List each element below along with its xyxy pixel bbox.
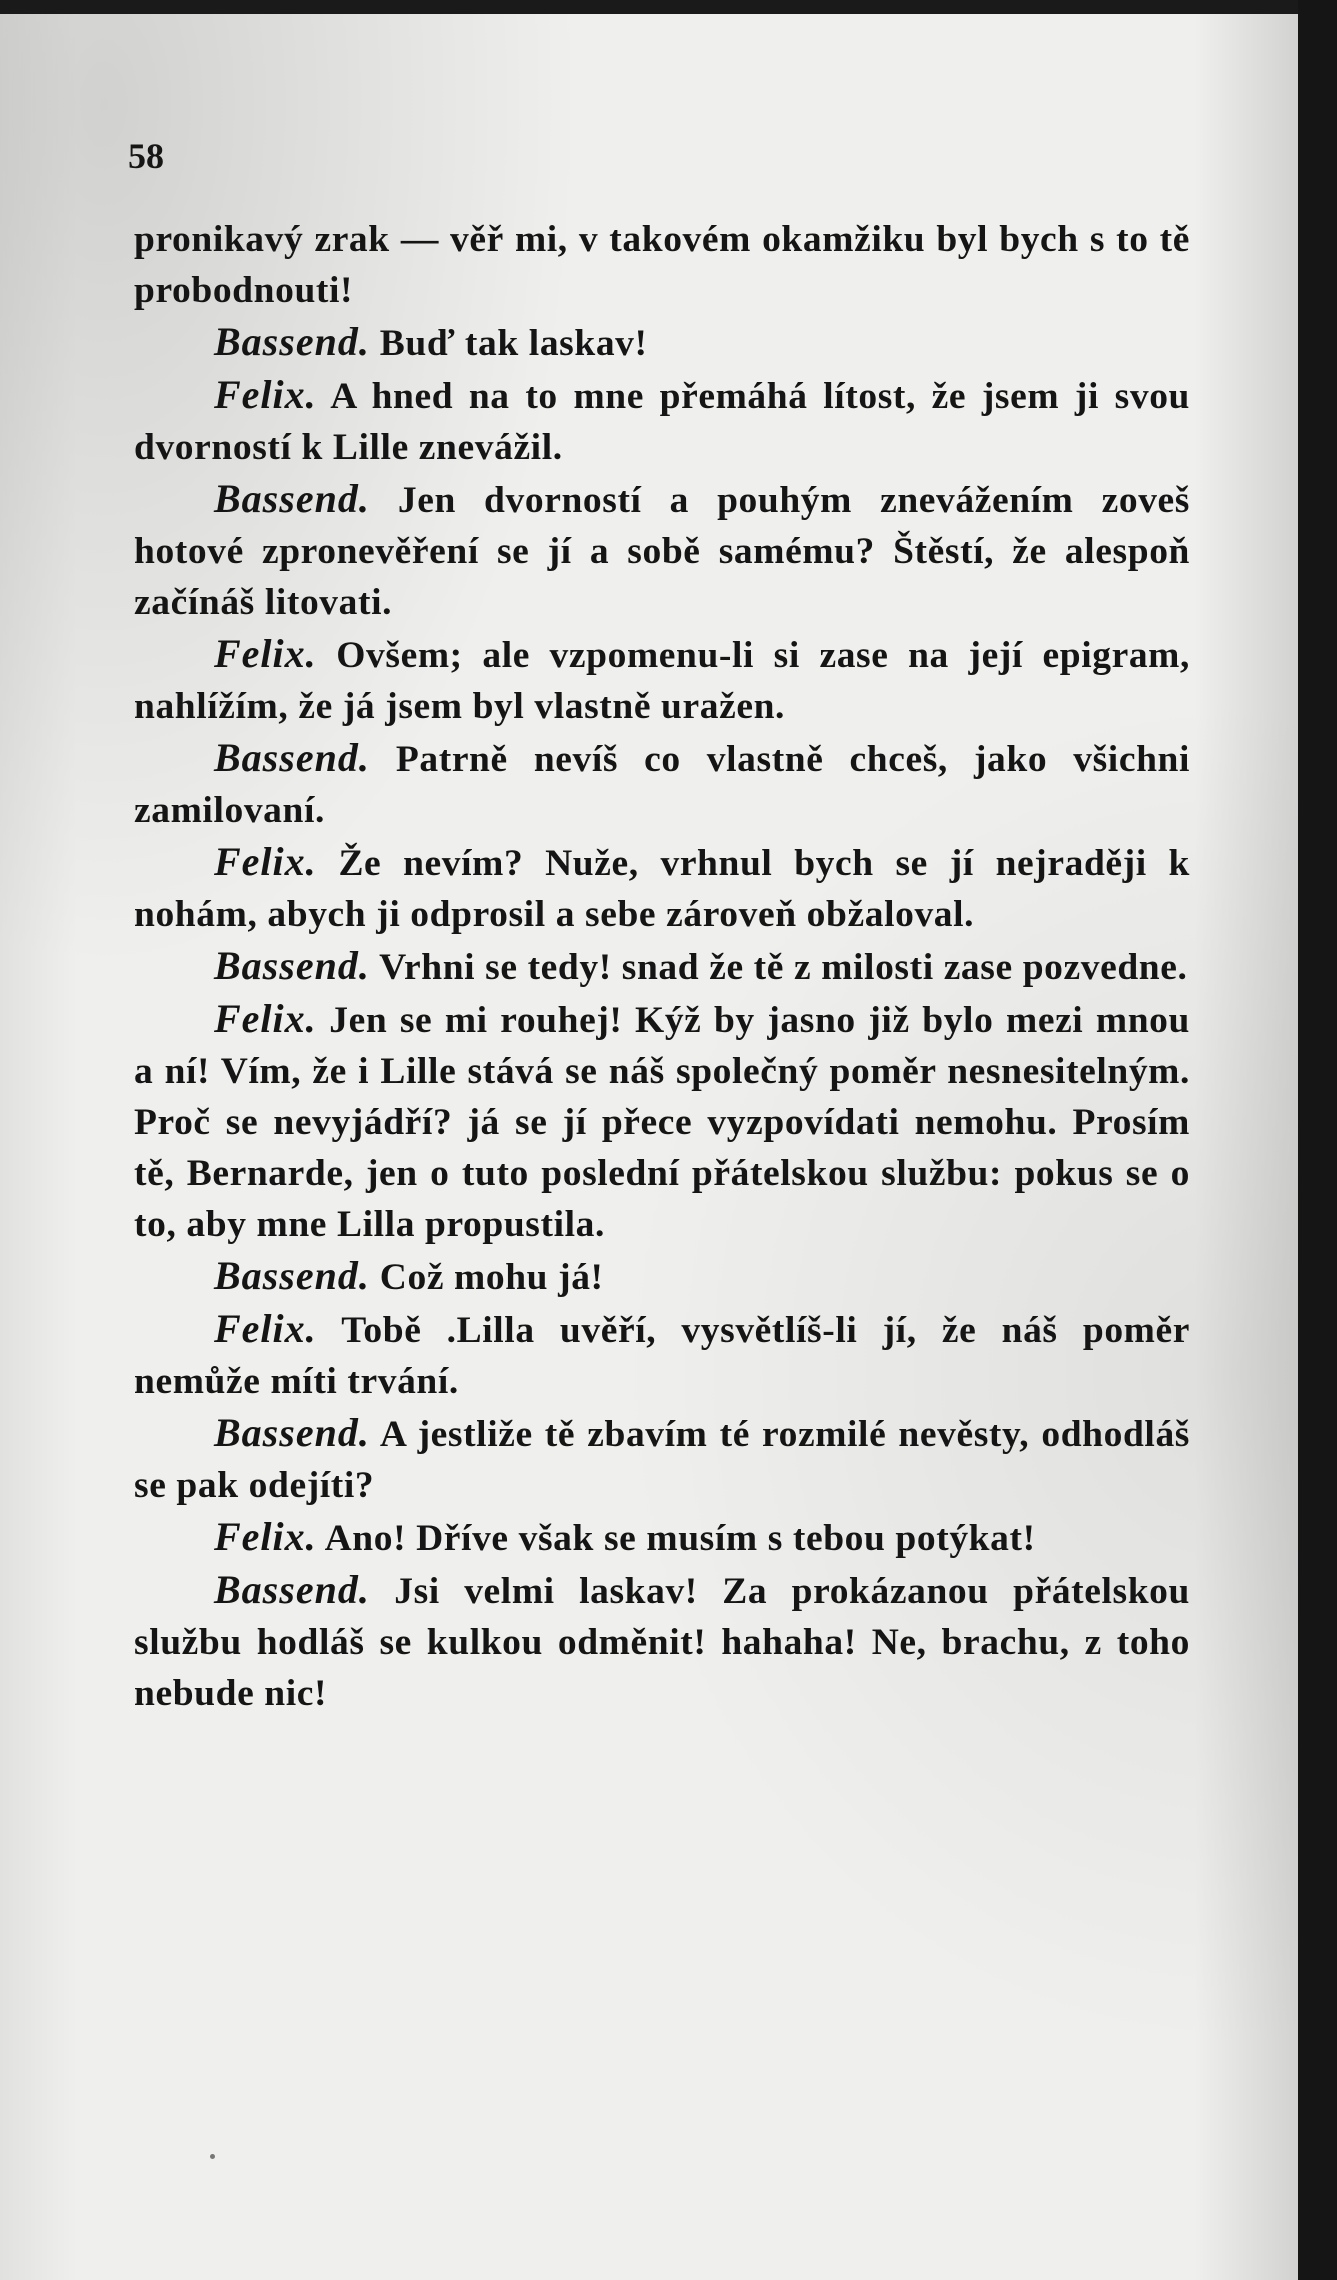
speaker-name: Bassend. [214,1567,370,1612]
dialogue-text: pronikavý zrak — věř mi, v takovém okamžiku byl bych s to tě probodnouti! [134,219,1190,311]
dialogue-paragraph [134,214,1190,316]
dialogue-paragraph [134,732,1190,836]
dialogue-paragraph [134,940,1190,993]
speaker-name: Bassend. [214,735,370,780]
dialogue-text: A jestliže tě zbavím té rozmilé nevěsty, odhodláš se pak odejíti? [134,1414,1190,1506]
dialogue-text: Buď tak laskav! [369,323,648,364]
dialogue-text: Což mohu já! [369,1257,604,1298]
dialogue-text: Jen se mi rouhej! Kýž by jasno již bylo mezi mnou a ní! Vím, že i Lille stává se náš společný poměr nesnesitelným. Proč se nevyjádří? já se jí přece vyzpovídati nemohu. Prosím tě, Bernarde, jen o tuto poslední přátelskou službu: pokus se o to, aby mne Lilla propustila. [134,1000,1190,1245]
speaker-name: Felix. [214,1514,317,1559]
dialogue-text: Ovšem; ale vzpomenu-li si zase na její epigram, nahlížím, že já jsem byl vlastně uražen. [134,635,1190,727]
dialogue-paragraph [134,369,1190,473]
speaker-name: Felix. [214,631,317,676]
dialogue-text: Jen dvorností a pouhým znevážením zoveš hotové zpronevěření se jí a sobě samému? Štěstí, že alespoň začínáš litovati. [134,480,1190,623]
speaker-name: Bassend. [214,943,370,988]
dialogue-paragraph [134,1407,1190,1511]
speck [210,2154,215,2159]
dialogue-text: Patrně nevíš co vlastně chceš, jako všichni zamilovaní. [134,739,1190,831]
dialogue-text: A hned na to mne přemáhá lítost, že jsem ji svou dvorností k Lille znevážil. [134,376,1190,468]
speaker-name: Felix. [214,839,317,884]
dialogue-paragraph [134,836,1190,940]
speaker-name: Felix. [214,1306,317,1351]
dialogue-text: Že nevím? Nuže, vrhnul bych se jí nejraději k nohám, abych ji odprosil a sebe zároveň obžaloval. [134,843,1190,935]
dialogue-paragraph [134,628,1190,732]
dialogue-paragraph [134,993,1190,1250]
dialogue-paragraph [134,473,1190,628]
dialogue-text: Jsi velmi laskav! Za prokázanou přátelskou službu hodláš se kulkou odměnit! hahaha! Ne, brachu, z toho nebude nic! [134,1571,1190,1714]
speaker-name: Bassend. [214,1253,370,1298]
dialogue-paragraph [134,1511,1190,1564]
speaker-name: Felix. [214,996,317,1041]
book-page [0,14,1298,2280]
dialogue-paragraph [134,316,1190,369]
speaker-name: Felix. [214,372,317,417]
dialogue-paragraph [134,1250,1190,1303]
dialogue-text: Ano! Dříve však se musím s tebou potýkat! [316,1518,1036,1559]
page-number: 58 [128,136,164,176]
page-text [134,214,1190,1719]
dialogue-paragraph [134,1303,1190,1407]
dialogue-text: Vrhni se tedy! snad že tě z milosti zase pozvedne. [369,947,1188,988]
dialogue-text: Tobě .Lilla uvěří, vysvětlíš-li jí, že náš poměr nemůže míti trvání. [134,1310,1190,1402]
scan-edge [1298,0,1337,2280]
speaker-name: Bassend. [214,319,370,364]
speaker-name: Bassend. [214,476,370,521]
speaker-name: Bassend. [214,1410,370,1455]
dialogue-paragraph [134,1564,1190,1719]
